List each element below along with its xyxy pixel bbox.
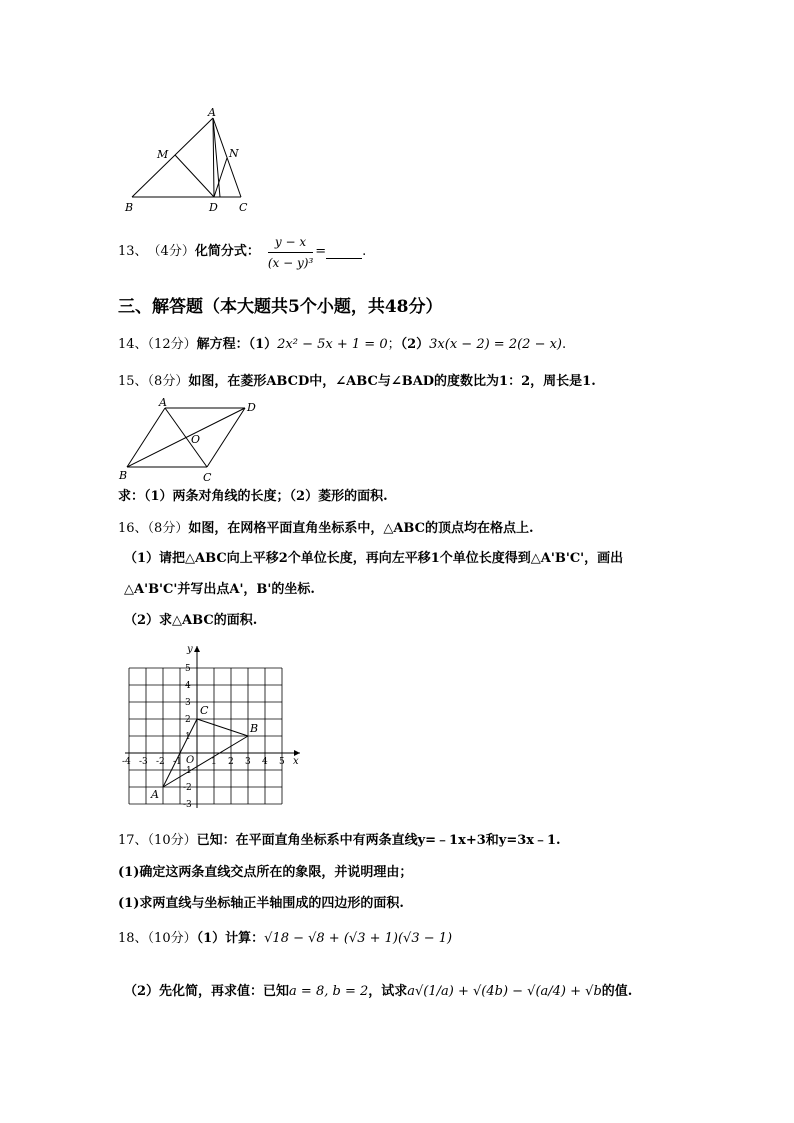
x-tick-3: 3 [245,757,251,767]
x-tick-4: 4 [262,757,268,767]
question-16-part1b: △A'B'C'并写出点A'，B'的坐标. [124,582,315,597]
coordinate-grid [115,640,310,810]
y-tick-1: 1 [185,732,191,742]
label-M: M [157,148,169,161]
question-17: 17、（10分）已知：在平面直角坐标系中有两条直线y=﹣1x+3和y=3x﹣1. [118,833,561,848]
label-N: N [229,147,239,160]
question-17-part2: (1)求两直线与坐标轴正半轴围成的四边形的面积. [118,896,404,911]
point-B: B [250,722,259,735]
question-13: 13、 （4分） 化简分式： $\frac{y - x}{\text{(x − y)³}}$ = . [118,234,367,270]
label-A: A [208,106,216,119]
triangle-figure [115,100,265,220]
y-tick--2: -2 [183,783,192,793]
question-18-part2: （2）先化简，再求值：已知a = 8, b = 2，试求a√(1/a) + √(4b) − √(a/4) + √b的值. [124,984,633,999]
x-tick-2: 2 [228,757,234,767]
y-axis-label: y [187,644,193,655]
question-18: 18、（10分）（1）计算：√18 − √8 + (√3 + 1)(√3 − 1) [118,931,453,946]
label-D: D [209,201,218,214]
question-17-part1: (1)确定这两条直线交点所在的象限，并说明理由； [118,865,413,880]
label-D: D [247,401,256,414]
x-tick-5: 5 [279,757,285,767]
question-14: 14、（12分）解方程：（1）2x² − 5x + 1 = 0；（2）3x(x − 2) = 2(2 − x). [118,337,567,352]
label-C: C [203,471,212,484]
y-tick-5: 5 [185,664,191,674]
label-A: A [159,396,167,409]
y-tick-2: 2 [185,715,191,725]
y-tick--1: -1 [183,766,192,776]
label-C: C [239,201,248,214]
x-tick--1: -1 [173,757,182,767]
y-tick-4: 4 [185,681,191,691]
x-tick-1: 1 [211,757,217,767]
label-B: B [125,201,134,214]
question-15-ask: 求：（1）两条对角线的长度；（2）菱形的面积. [118,489,388,504]
x-tick--3: -3 [139,757,148,767]
point-C: C [200,704,209,717]
x-tick--4: -4 [122,757,131,767]
point-A: A [151,788,159,801]
x-axis-label: x [293,756,299,767]
question-16-part1a: （1）请把△ABC向上平移2个单位长度，再向左平移1个单位长度得到△A'B'C'，画出 [124,551,624,566]
y-tick--3: -3 [183,800,192,810]
section-title: 三、解答题（本大题共5个小题，共48分） [118,297,443,317]
fraction: $\frac{y - x}{\text{(x − y)³}}$ [267,234,314,270]
answer-blank[interactable] [326,246,362,259]
label-B: B [119,469,128,482]
y-tick-3: 3 [185,698,191,708]
question-16-part2: （2）求△ABC的面积. [124,613,258,628]
rhombus-figure [115,395,275,487]
question-16: 16、（8分）如图，在网格平面直角坐标系中，△ABC的顶点均在格点上. [118,521,534,536]
label-O: O [191,433,201,446]
x-tick--2: -2 [156,757,165,767]
origin-label: O [186,755,195,766]
question-15: 15、（8分）如图，在菱形ABCD中，∠ABC与∠BAD的度数比为1：2，周长是1. [118,374,596,389]
